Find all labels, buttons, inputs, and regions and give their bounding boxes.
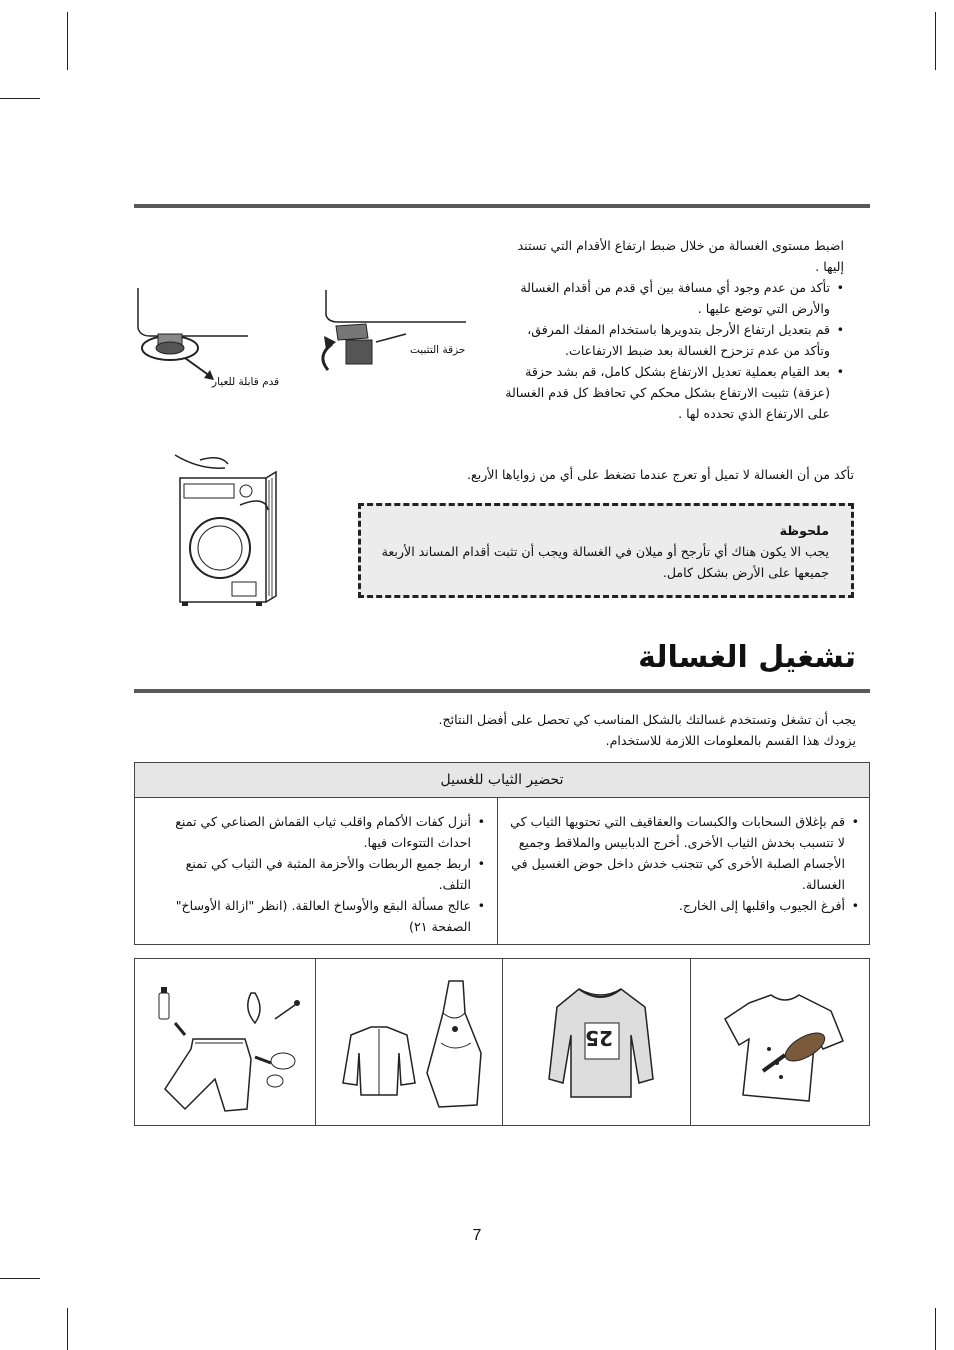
- crop-mark: [67, 12, 68, 70]
- section-rule: [134, 689, 870, 693]
- note-content: [379, 520, 829, 583]
- leveling-bullet: • قم بتعديل ارتفاع الأرجل بتدويرها باستخدام المفك المرفق، وتأكد من عدم تزحزح الغسالة بعد ضبط الارتفاعات.: [504, 319, 844, 361]
- section-title: تشغيل الغسالة: [638, 640, 856, 675]
- illustration-strip: [134, 958, 870, 1126]
- operation-intro-line: يزودك هذا القسم بالمعلومات اللازمة للاستخدام.: [605, 733, 856, 748]
- leveling-text: [504, 235, 844, 424]
- stain-treatment-illustration: [719, 989, 849, 1109]
- prep-item: • أنزل كفات الأكمام واقلب ثياب القماش الصناعي كي تمنع احداث التتوءات فيها.: [155, 811, 485, 853]
- prep-table-header: تحضير الثياب للغسيل: [135, 763, 869, 798]
- prep-item: • أفرغ الجيوب واقلبها إلى الخارج.: [509, 895, 859, 916]
- prep-right-column: [509, 811, 859, 916]
- prep-item: • عالج مسألة البقع والأوساخ العالقة. (انظر "ازالة الأوساخ" الصفحة ٢١): [155, 895, 485, 937]
- prep-left-column: [155, 811, 485, 937]
- note-title: ملحوظة: [779, 523, 829, 538]
- crop-mark: [0, 98, 40, 99]
- leveling-intro: اضبط مستوى الغسالة من خلال ضبط ارتفاع الأقدام التي تستند إليها .: [517, 238, 844, 274]
- fasten-ties-illustration: [331, 973, 491, 1113]
- crop-mark: [0, 1278, 40, 1279]
- leveling-bullet: • تأكد من عدم وجود أي مسافة بين أي قدم من أقدام الغسالة والأرض التي توضع عليها .: [504, 277, 844, 319]
- crop-mark: [935, 12, 936, 70]
- table-divider: [497, 797, 498, 944]
- adjustable-foot-label: قدم قابلة للعيار: [212, 376, 280, 388]
- picture-cell: [502, 959, 503, 1125]
- operation-intro-line: يجب أن تشغل وتستخدم غسالتك بالشكل المناسب كي تحصل على أفضل النتائج.: [438, 712, 856, 727]
- page-number: 7: [472, 1227, 482, 1244]
- prep-item: • قم بإغلاق السحابات والكبسات والعقاقيف التي تحتويها الثياب كي لا تتسبب بخدش الثياب الأخرى. أخرج الدبابيس والملاقط وجميع الأجسام الصلبة الأخرى كي تتجنب خدش داخل حوض الغسيل في الغسالة.: [509, 811, 859, 895]
- washing-machine-illustration: [170, 450, 285, 608]
- adjustable-foot-illustration: [130, 288, 260, 383]
- prep-item: • اربط جميع الربطات والأحزمة المثبة في الثياب كي تمنع التلف.: [155, 853, 485, 895]
- section-rule-top: [134, 204, 870, 208]
- operation-intro: [336, 709, 856, 751]
- empty-pockets-illustration: [155, 979, 305, 1114]
- crop-mark: [67, 1308, 68, 1350]
- leveling-bullet: • بعد القيام بعملية تعديل الارتفاع بشكل كامل، قم بشد حزقة (عزقة) تثبيت الارتفاع بشكل محكم كي تحافظ كل قدم الغسالة على الارتفاع الذي تحدده لها .: [504, 361, 844, 424]
- note-box: [358, 503, 854, 598]
- note-text: يجب الا يكون هناك أي تأرجح أو ميلان في الغسالة ويجب أن تثبت أقدام المساند الأربعة جميعها على الأرض بشكل كامل.: [381, 544, 829, 580]
- prep-table: [134, 762, 870, 945]
- fixing-nut-illustration: [306, 290, 466, 380]
- svg-text:25: 25: [585, 1026, 613, 1050]
- crop-mark: [935, 1308, 936, 1350]
- picture-cell: [315, 959, 316, 1125]
- fixing-nut-label: حزقة التثبيت: [410, 344, 466, 356]
- check-tilt-text: تأكد من أن الغسالة لا تميل أو تعرج عندما تضغط على أي من زواياها الأربع.: [467, 467, 854, 482]
- picture-cell: [690, 959, 691, 1125]
- sweater-illustration: [545, 979, 655, 1109]
